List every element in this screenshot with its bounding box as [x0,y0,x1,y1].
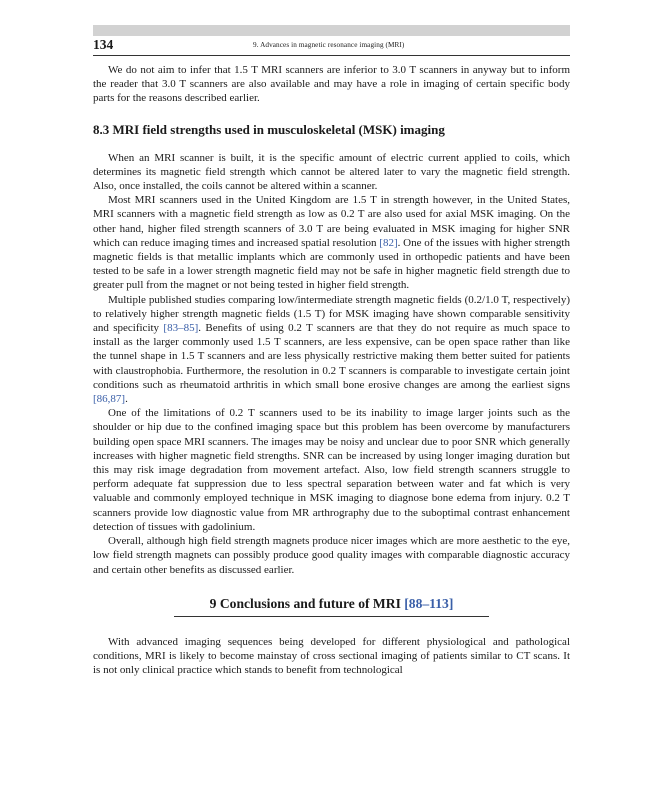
paragraph-text: . [125,393,128,406]
citation-link-86-87[interactable]: [86,87] [93,393,126,406]
header-band [93,25,570,36]
page-content [93,63,570,677]
intro-paragraph: We do not aim to infer that 1.5 T MRI scanners are inferior to 3.0 T scanners in anyway but to inform the reader that 3.0 T scanners are also available and may have a role in imaging of certain specific body parts for the reasons described earlier. [93,64,570,105]
page-header [93,37,570,55]
running-title: 9. Advances in magnetic resonance imaging (MRI) [253,41,405,49]
section-9-heading [174,595,490,617]
citation-link-83-85[interactable]: [83–85] [163,322,199,335]
section-8-3-heading: 8.3 MRI field strengths used in musculoskeletal (MSK) imaging [93,121,445,137]
paragraph-text: . One of the issues with higher strength magnetic fields is that metallic implants which are commonly used in orthopedic patients and have been tested to be safe in a lower strength magnetic field may not be safe in higher magnetic field strength due to greater pull from the magnet or not being tested in higher field strength. [93,236,570,292]
header-rule [93,55,570,56]
paragraph-text: Multiple published studies comparing low/intermediate strength magnetic fields (0.2/1.0 T, respectively) to relatively higher strength magnetic fields (1.5 T) for MSK imaging have shown comparable sensitivity and specificity [93,293,570,335]
citation-link-82[interactable]: [82] [379,236,398,249]
section-8-3-paragraph-3 [93,293,570,407]
section-9-paragraph-1: With advanced imaging sequences being developed for different physiological and pathological conditions, MRI is likely to become mainstay of cross sectional imaging of patients similar to CT scans. It is not only clinical practice which stands to benefit from technological [93,635,570,677]
citation-link-88-113[interactable]: [88–113] [404,595,454,611]
heading-text: 9 Conclusions and future of MRI [209,595,405,611]
section-8-3-paragraph-5: Overall, although high field strength magnets produce nicer images which are more aesthetic to the eye, low field strength magnets can possibly produce good quality images with comparable diagnostic accuracy and certain other benefits as discussed earlier. [93,535,570,576]
section-9-heading-wrap [93,595,570,617]
section-8-3-paragraph-4: One of the limitations of 0.2 T scanners used to be its inability to image larger joints such as the shoulder or hip due to the confined imaging space but this problem has been overcome by manufacturers building open space MRI scanners. The images may be noisy and unclear due to poor SNR which generally increases with higher magnetic field strengths. SNR can be increased by using longer imaging duration but this may risk image degradation from movement artefact. Also, low field strength scanners struggle to perform adequate fat suppression due to less spectral separation between water and fat which is very valuable and commonly employed technique in MSK imaging to diagnose bone edema from injury. 0.2 T scanners provide low diagnostic value from MR arthrography due to the suboptimal contrast enhancement detection of tissues with gadolinium. [93,407,570,533]
paragraph-text: . Benefits of using 0.2 T scanners are that they do not require as much space to install as the larger commonly used 1.5 T scanners, are less expensive, can be open space rather than like the tunnel shape in 1.5 T scanners and are less physically restrictive making them better suited for patients with claustrophobia. Furthermore, the resolution in 0.2 T scanners is comparable to investigate certain joint conditions such as rheumatoid arthritis in which small bone erosive changes are among the earliest signs [93,322,570,391]
page-number: 134 [93,37,114,52]
paragraph-text: Most MRI scanners used in the United Kingdom are 1.5 T in strength however, in the United States, MRI scanners with a magnetic field strength as low as 0.2 T are also used for axial MSK imaging. On the other hand, higher filed strength scanners of 3.0 T are being evaluated in MSK imaging for higher SNR which can reduce imaging times and increased spatial resolution [93,194,570,249]
section-8-3-paragraph-2 [93,193,570,292]
section-8-3-paragraph-1: When an MRI scanner is built, it is the specific amount of electric current applied to coils, which determines its magnetic field strength which cannot be altered later to vary the magnetic field strength. Also, once installed, the coils cannot be altered within a scanner. [93,151,570,193]
